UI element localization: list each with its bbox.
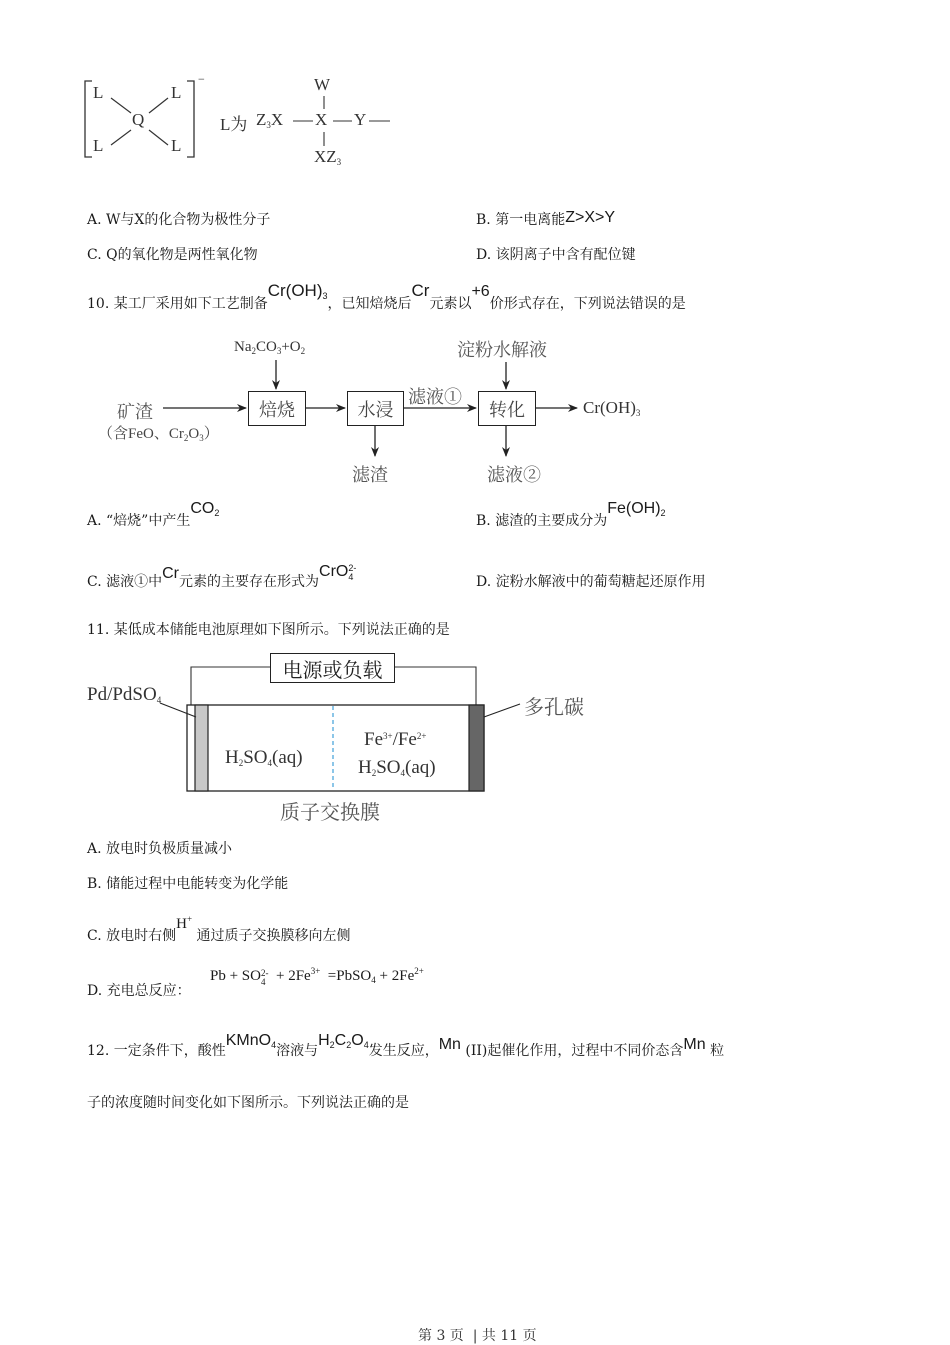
q10-formula-plus6: +6 — [471, 283, 490, 300]
ligand-def-prefix: L为 — [220, 115, 248, 134]
ligand-left-group: $Z_3X$ — [256, 110, 284, 130]
ligand-top-right: L — [171, 83, 182, 102]
q10-option-a-text: A. “焙烧”中产生 — [87, 513, 191, 529]
q9-option-d[interactable]: D. 该阴离子中含有配位键 — [476, 247, 636, 263]
flow-residue: 滤渣 — [352, 465, 388, 485]
q11-option-c[interactable] — [87, 914, 351, 945]
flow-step-convert-label: 转化 — [489, 399, 525, 421]
q12-stem-text: (II)起催化作用，过程中不同价态含 — [465, 1043, 684, 1059]
q10-option-b-text: B. 滤渣的主要成分为 — [476, 513, 608, 529]
flow-step-leach-label: 水浸 — [357, 399, 394, 421]
ligand-center: X — [315, 110, 328, 129]
q9-option-a[interactable]: A. W与X的化合物为极性分子 — [87, 212, 271, 228]
power-or-load-label: 电源或负载 — [282, 657, 383, 682]
q12-stem-line2: 子的浓度随时间变化如下图所示。下列说法正确的是 — [87, 1095, 409, 1111]
left-electrode-label: Pd/PdSO$_4$ — [87, 684, 162, 705]
q12-stem-line1 — [87, 1032, 725, 1064]
page-footer — [418, 1325, 537, 1345]
page-total: 共 11 页 — [481, 1328, 537, 1344]
q9-option-c[interactable]: C. Q的氧化物是两性氧化物 — [87, 247, 258, 263]
q11-option-d[interactable] — [87, 982, 191, 1000]
q12-formula-h2c2o4: $H_2C_2O_4$ — [318, 1032, 369, 1050]
q11-option-b[interactable]: B. 储能过程中电能转变为化学能 — [87, 876, 289, 892]
center-atom: Q — [132, 110, 145, 129]
q10-option-a-formula: $CO_2$ — [190, 500, 220, 518]
q12-stem-text: 12. 一定条件下，酸性 — [87, 1043, 226, 1059]
q11-option-d-text: D. 充电总反应： — [87, 983, 191, 999]
q10-option-c-text: 元素的主要存在形式为 — [179, 574, 320, 590]
q10-option-c-formula-cro4: CrO 2- 4 — [319, 563, 357, 582]
q11-stem: 11. 某低成本储能电池原理如下图所示。下列说法正确的是 — [87, 622, 450, 638]
q11-option-c-formula: H+ — [176, 914, 193, 932]
q12-stem-text: 发生反应， — [368, 1043, 439, 1059]
flow-input-label: 矿渣 — [117, 402, 153, 422]
ligand-top-left: L — [93, 83, 104, 102]
q12-stem-text: 溶液与 — [276, 1043, 319, 1059]
ligand-top: W — [314, 75, 331, 94]
ligand-bottom-right: L — [171, 136, 182, 155]
q10-stem-text: 10. 某工厂采用如下工艺制备 — [87, 296, 268, 312]
q10-option-b-formula: $Fe(OH)_2$ — [607, 500, 666, 518]
q11-option-a[interactable]: A. 放电时负极质量减小 — [87, 841, 233, 857]
q11-option-d-equation: Pb + SO 2- 4 + $2Fe^{3+}$ =PbSO$_4$ + $2Fe^{2+}$ — [210, 966, 424, 987]
flow-step-roast-label: 焙烧 — [259, 399, 295, 421]
q10-option-d[interactable]: D. 淀粉水解液中的葡萄糖起还原作用 — [476, 574, 706, 590]
right-solution-label: $H_2SO_4(aq)$ — [358, 757, 436, 778]
flow-filtrate-1: 滤液① — [408, 387, 462, 407]
flow-product: $Cr(OH)_3$ — [583, 398, 641, 418]
q11-option-c-text: C. 放电时右侧 — [87, 928, 177, 944]
q9-option-b-text: B. 第一电离能 — [476, 212, 566, 228]
q10-stem-text: 价形式存在，下列说法错误的是 — [489, 296, 686, 312]
right-solution-ions: $Fe^{3+}/Fe^{2+}$ — [364, 729, 427, 750]
right-electrode-label: 多孔碳 — [524, 697, 584, 719]
page-current: 第 3 页 — [418, 1328, 464, 1344]
flow-reagent-2: 淀粉水解液 — [457, 340, 547, 360]
ligand-bottom: $XZ_3$ — [314, 147, 342, 167]
left-solution-label: $H_2SO_4(aq)$ — [225, 747, 303, 768]
flow-input-composition: （含FeO、$Cr_2O_3$） — [98, 426, 219, 443]
q10-formula-cr: Cr — [411, 281, 430, 300]
q9-option-b-formula: Z>X>Y — [565, 209, 616, 226]
page-separator: | — [472, 1328, 478, 1344]
q10-stem-text: ，已知焙烧后 — [327, 296, 412, 312]
q10-formula-croh3: $Cr(OH)_3$ — [267, 281, 328, 301]
anion-charge: − — [198, 72, 205, 86]
q12-formula-mn-2: Mn — [683, 1036, 706, 1053]
q10-option-c-text: C. 滤液①中 — [87, 574, 163, 590]
q12-stem-text: 粒 — [710, 1043, 725, 1059]
q10-stem-text: 元素以 — [429, 296, 472, 312]
ligand-right: Y — [354, 110, 367, 129]
flow-filtrate-2: 滤液② — [487, 465, 541, 485]
membrane-label: 质子交换膜 — [280, 802, 380, 824]
power-or-load-box — [270, 653, 395, 683]
q10-option-c-formula-cr: Cr — [162, 565, 180, 582]
flow-reagent-1: $Na_2CO_3+O_2$ — [234, 339, 306, 356]
q12-formula-mn: Mn — [438, 1036, 461, 1053]
q12-formula-kmno4: KMnO$_4$ — [225, 1032, 277, 1050]
ligand-bottom-left: L — [93, 136, 104, 155]
q11-option-c-text: 通过质子交换膜移向左侧 — [196, 928, 351, 944]
